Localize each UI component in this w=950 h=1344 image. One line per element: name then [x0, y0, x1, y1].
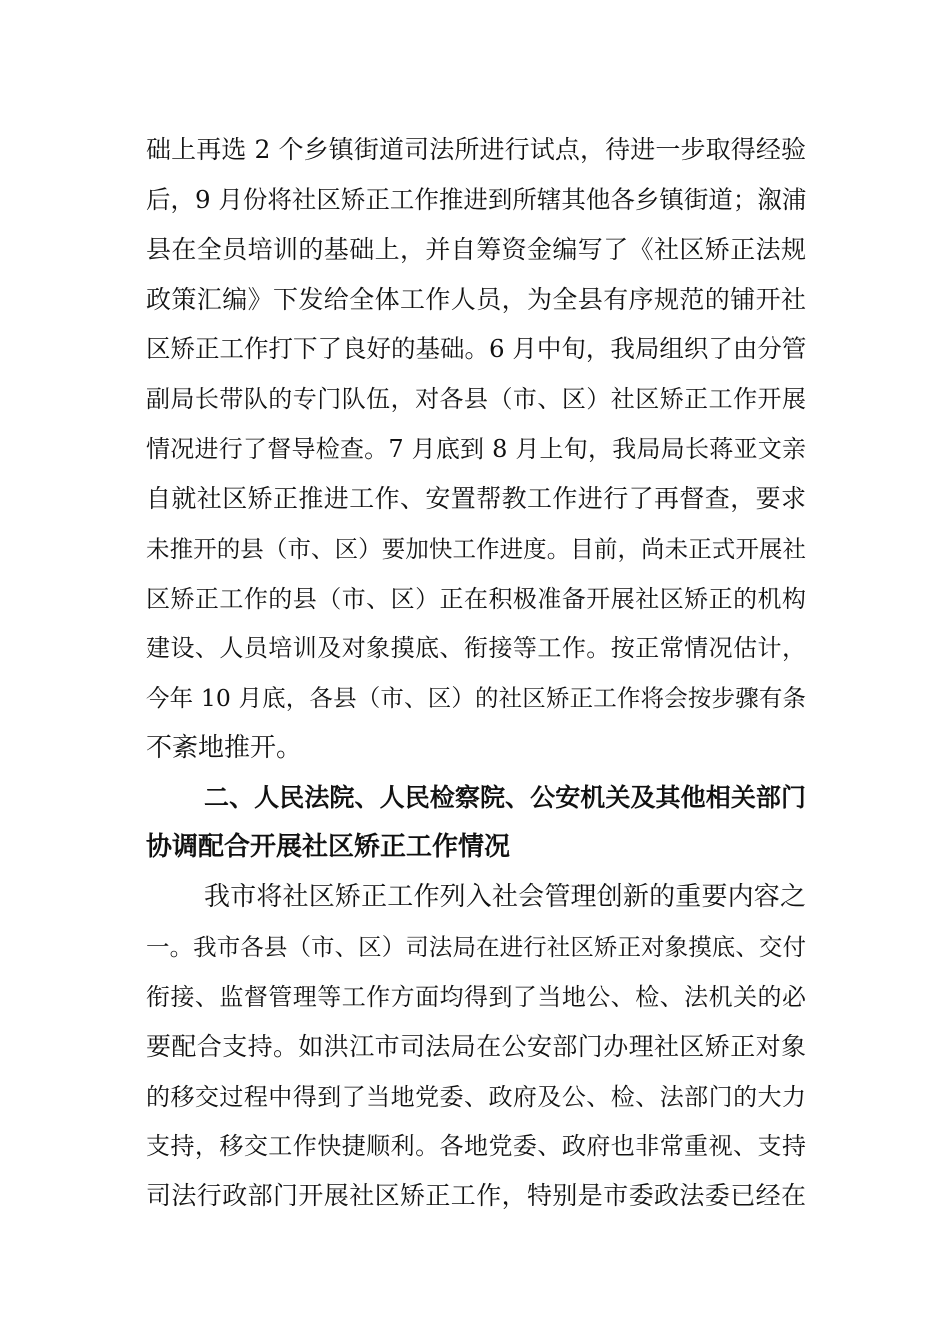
paragraph-line: 情况进行了督导检查。7 月底到 8 月上旬，我局局长蒋亚文亲 — [146, 435, 806, 463]
paragraph-line: 区矫正工作打下了良好的基础。6 月中旬，我局组织了由分管 — [146, 334, 807, 363]
paragraph-line: 支持，移交工作快捷顺利。各地党委、政府也非常重视、支持 — [146, 1132, 806, 1160]
paragraph-line: 未推开的县（市、区）要加快工作进度。目前，尚未正式开展社 — [146, 535, 806, 563]
paragraph-line: 衔接、监督管理等工作方面均得到了当地公、检、法机关的必 — [146, 983, 806, 1011]
paragraph-line: 不紊地推开。 — [146, 733, 303, 763]
paragraph-line: 一。我市各县（市、区）司法局在进行社区矫正对象摸底、交付 — [146, 933, 806, 961]
section-heading: 协调配合开展社区矫正工作情况 — [146, 832, 511, 862]
paragraph-line: 自就社区矫正推进工作、安置帮教工作进行了再督查，要求 — [146, 484, 806, 513]
section-heading: 二、人民法院、人民检察院、公安机关及其他相关部门 — [204, 783, 806, 812]
paragraph-line: 政策汇编》下发给全体工作人员，为全县有序规范的铺开社 — [146, 285, 806, 314]
paragraph-line: 今年 10 月底，各县（市、区）的社区矫正工作将会按步骤有条 — [146, 684, 806, 712]
paragraph-line: 司法行政部门开展社区矫正工作，特别是市委政法委已经在 — [146, 1181, 806, 1210]
paragraph-line: 的移交过程中得到了当地党委、政府及公、检、法部门的大力 — [146, 1083, 806, 1111]
paragraph-line: 县在全员培训的基础上，并自筹资金编写了《社区矫正法规 — [146, 235, 806, 264]
paragraph-line: 我市将社区矫正工作列入社会管理创新的重要内容之 — [204, 882, 806, 912]
paragraph-line: 础上再选 2 个乡镇街道司法所进行试点，待进一步取得经验 — [146, 135, 806, 164]
paragraph-line: 副局长带队的专门队伍，对各县（市、区）社区矫正工作开展 — [146, 385, 806, 413]
paragraph-line: 后，9 月份将社区矫正工作推进到所辖其他各乡镇街道；溆浦 — [146, 185, 807, 214]
paragraph-line: 要配合支持。如洪江市司法局在公安部门办理社区矫正对象 — [146, 1032, 806, 1061]
paragraph-line: 建设、人员培训及对象摸底、衔接等工作。按正常情况估计， — [146, 634, 806, 662]
paragraph-line: 区矫正工作的县（市、区）正在积极准备开展社区矫正的机构 — [146, 585, 806, 613]
